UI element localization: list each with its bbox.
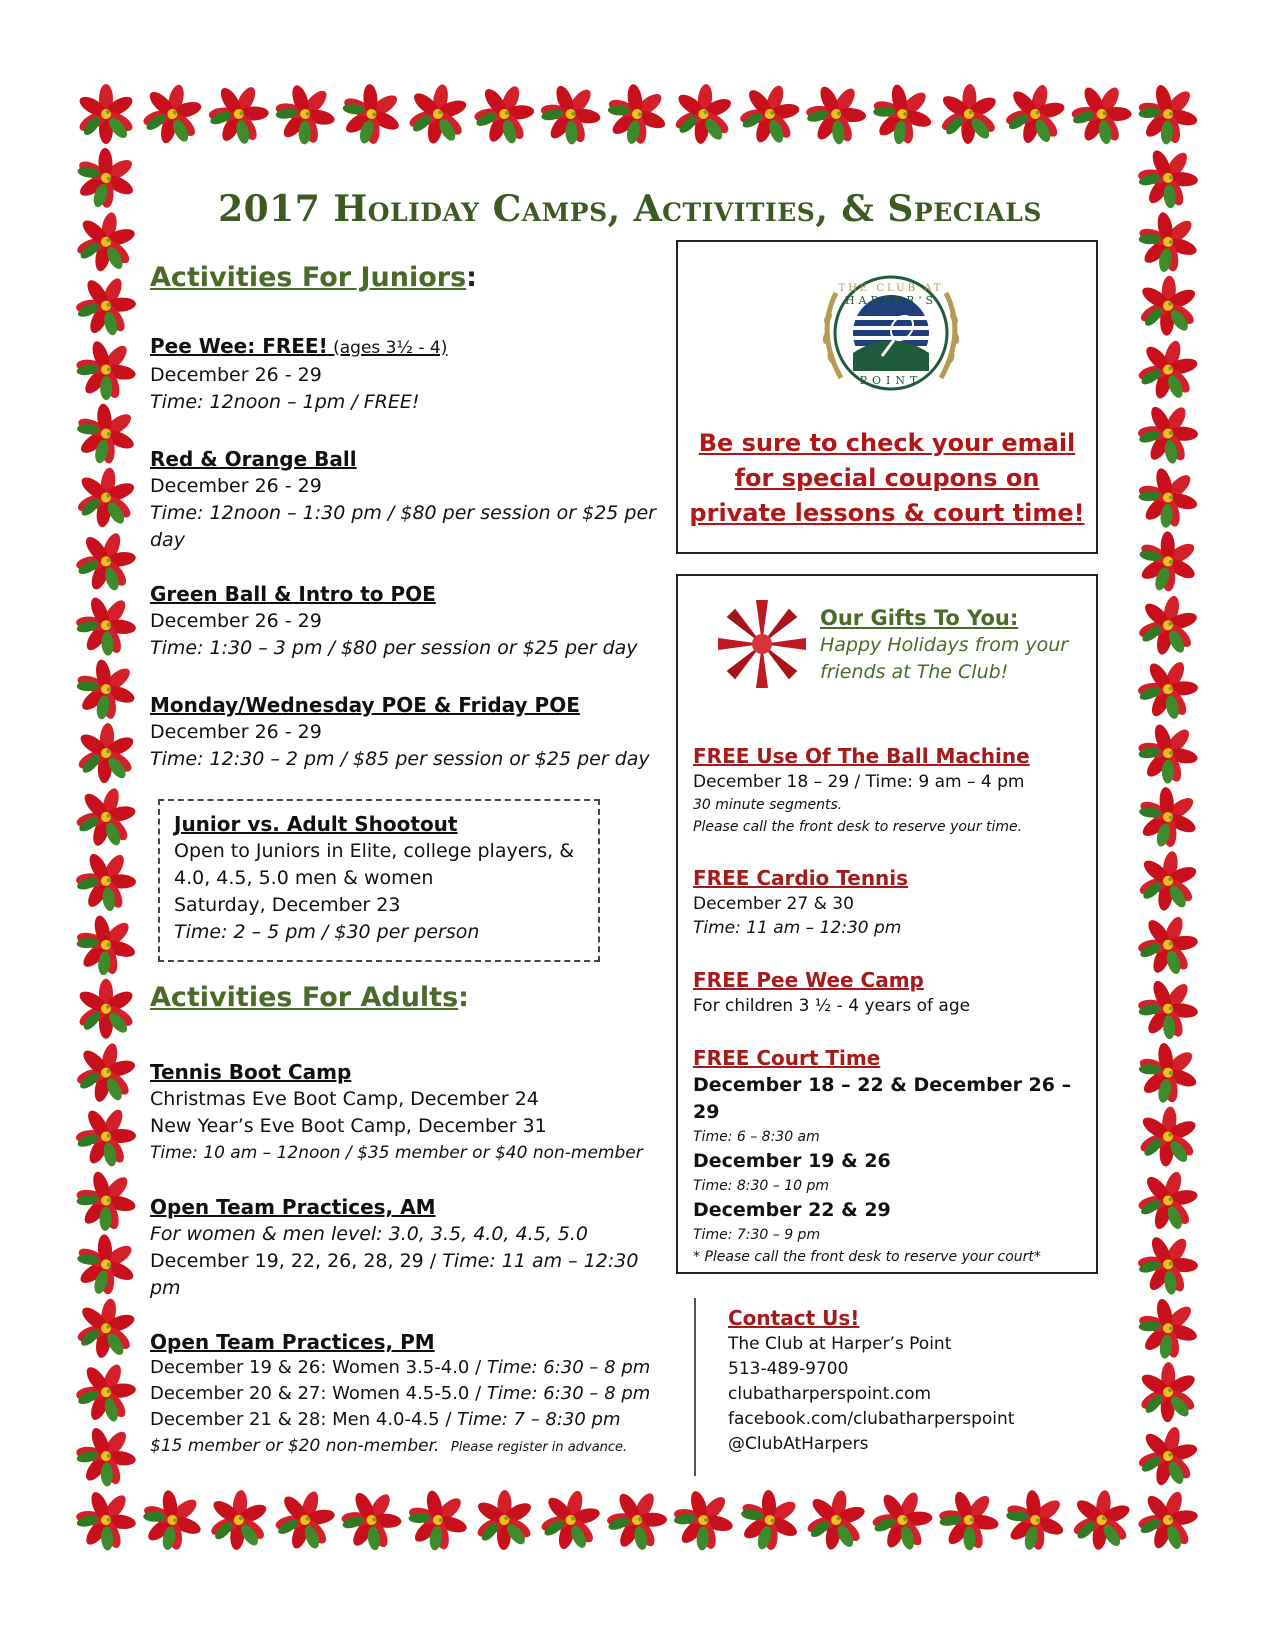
poinsettia-icon bbox=[64, 647, 148, 731]
contact-title: Contact Us! bbox=[728, 1306, 860, 1330]
bootcamp-line2: New Year’s Eve Boot Camp, December 31 bbox=[150, 1115, 547, 1137]
poinsettia-icon bbox=[1069, 1487, 1135, 1554]
poinsettia-icon bbox=[661, 1478, 745, 1562]
poe-title: Monday/Wednesday POE & Friday POE bbox=[150, 693, 580, 717]
free-court-d1: December 18 – 22 & December 26 – 29 bbox=[693, 1074, 1072, 1123]
practice-am-title: Open Team Practices, AM bbox=[150, 1195, 436, 1219]
practice-pm-row-text: December 21 & 28: Men 4.0-4.5 / bbox=[150, 1409, 458, 1430]
poinsettia-icon bbox=[66, 1096, 146, 1177]
poinsettia-icon bbox=[1136, 1104, 1200, 1169]
contact-phone[interactable]: 513-489-9700 bbox=[728, 1359, 849, 1379]
poinsettia-icon bbox=[1137, 274, 1199, 337]
bootcamp-time: Time: 10 am – 12noon / $35 member or $40 non-member bbox=[150, 1143, 643, 1163]
peewee-title bbox=[150, 333, 670, 362]
poinsettia-icon bbox=[595, 72, 679, 155]
promo-text: Be sure to check your email for special coupons on private lessons & court time! bbox=[689, 429, 1085, 527]
poinsettia-icon bbox=[72, 1294, 140, 1363]
free-cardio-line1: December 27 & 30 bbox=[693, 894, 854, 914]
poinsettia-icon bbox=[729, 1479, 811, 1561]
green-ball-dates: December 26 - 29 bbox=[150, 610, 322, 632]
poinsettia-icon bbox=[67, 523, 144, 601]
poinsettia-icon bbox=[860, 72, 944, 156]
poinsettia-icon bbox=[1134, 847, 1202, 915]
gifts-line1: Happy Holidays from your bbox=[820, 634, 1069, 656]
free-court-t1: Time: 6 – 8:30 am bbox=[693, 1129, 820, 1145]
poinsettia-icon bbox=[65, 1223, 148, 1305]
poinsettia-icon bbox=[1133, 589, 1204, 661]
club-logo bbox=[806, 258, 976, 408]
shootout-line3: Saturday, December 23 bbox=[174, 894, 401, 916]
poinsettia-icon bbox=[1126, 455, 1210, 539]
poinsettia-icon bbox=[1126, 967, 1209, 1050]
poinsettia-icon bbox=[927, 1478, 1011, 1562]
bootcamp-title: Tennis Boot Camp bbox=[150, 1060, 352, 1084]
poinsettia-icon bbox=[1127, 521, 1209, 602]
poinsettia-icon bbox=[1128, 649, 1208, 729]
page-title: 2017 Holiday Camps, Activities, & Specials bbox=[218, 188, 1042, 230]
free-cardio-line2: Time: 11 am – 12:30 pm bbox=[693, 918, 902, 938]
practice-pm-price: $15 member or $20 non-member. bbox=[150, 1436, 440, 1456]
practice-am-dates: December 19, 22, 26, 28, 29 / bbox=[150, 1250, 443, 1272]
poinsettia-icon bbox=[70, 1036, 142, 1108]
bootcamp-item bbox=[150, 1059, 670, 1167]
contact-name: The Club at Harper’s Point bbox=[728, 1334, 952, 1354]
green-ball-title: Green Ball & Intro to POE bbox=[150, 582, 436, 606]
poinsettia-icon bbox=[732, 76, 808, 153]
free-ball-machine-title: FREE Use Of The Ball Machine bbox=[693, 744, 1030, 768]
poinsettia-icon bbox=[330, 73, 413, 155]
poinsettia-icon bbox=[1138, 1362, 1198, 1423]
shootout-title: Junior vs. Adult Shootout bbox=[174, 812, 458, 836]
adults-heading-text: Activities For Adults bbox=[150, 982, 459, 1013]
left-column bbox=[150, 262, 670, 1461]
free-peewee bbox=[693, 966, 1093, 1018]
shootout-line1: Open to Juniors in Elite, college players, & bbox=[174, 840, 575, 862]
juniors-heading-colon: : bbox=[466, 262, 477, 293]
poinsettia-icon bbox=[999, 77, 1072, 151]
adults-heading-colon: : bbox=[458, 982, 469, 1013]
poinsettia-icon bbox=[1130, 1481, 1207, 1558]
shootout-line2: 4.0, 4.5, 5.0 men & women bbox=[174, 867, 434, 889]
practice-pm-row bbox=[150, 1407, 670, 1433]
free-offers-list bbox=[693, 742, 1093, 1268]
peewee-ages: (ages 3½ - 4) bbox=[327, 338, 448, 358]
poe-dates: December 26 - 29 bbox=[150, 721, 322, 743]
poinsettia-icon bbox=[474, 1489, 534, 1550]
practice-pm-row-text: December 19 & 26: Women 3.5-4.0 / bbox=[150, 1357, 487, 1378]
practice-am-line1: For women & men level: 3.0, 3.5, 4.0, 4.5, 5.0 bbox=[150, 1223, 589, 1245]
red-orange-dates: December 26 - 29 bbox=[150, 475, 322, 497]
free-court-title: FREE Court Time bbox=[693, 1046, 881, 1070]
poinsettia-icon bbox=[1126, 1031, 1210, 1115]
contact-website[interactable]: clubatharperspoint.com bbox=[728, 1384, 932, 1404]
adults-heading bbox=[150, 982, 670, 1013]
poinsettia-icon bbox=[74, 721, 137, 785]
free-court-d3: December 22 & 29 bbox=[693, 1199, 891, 1221]
poinsettia-icon bbox=[64, 903, 148, 987]
poinsettia-icon bbox=[404, 79, 472, 148]
gifts-title: Our Gifts To You: bbox=[820, 606, 1019, 630]
promo-box bbox=[676, 240, 1098, 554]
poinsettia-icon bbox=[69, 779, 144, 854]
peewee-item bbox=[150, 333, 670, 416]
poinsettia-icon bbox=[65, 584, 148, 667]
poinsettia-icon bbox=[1131, 332, 1205, 407]
contact-section bbox=[728, 1304, 1088, 1457]
poinsettia-icon bbox=[77, 84, 136, 144]
practice-pm-row-text: December 20 & 27: Women 4.5-5.0 / bbox=[150, 1383, 487, 1404]
poinsettia-icon bbox=[64, 1414, 147, 1498]
practice-am-line2 bbox=[150, 1248, 670, 1302]
poinsettia-icon bbox=[1126, 72, 1210, 156]
practice-pm-row bbox=[150, 1381, 670, 1407]
practice-am-item bbox=[150, 1194, 670, 1302]
green-ball-time: Time: 1:30 – 3 pm / $80 per session or $25 per day bbox=[150, 637, 638, 659]
free-court-note: * Please call the front desk to reserve your court* bbox=[693, 1249, 1041, 1265]
poinsettia-icon bbox=[1126, 200, 1210, 284]
poinsettia-icon bbox=[71, 206, 141, 277]
bootcamp-line1: Christmas Eve Boot Camp, December 24 bbox=[150, 1088, 539, 1110]
free-court-t3: Time: 7:30 – 9 pm bbox=[693, 1227, 821, 1243]
poinsettia-icon bbox=[207, 1488, 271, 1553]
logo-bottom-text: POINT bbox=[859, 374, 923, 387]
poe-time: Time: 12:30 – 2 pm / $85 per session or $25 per day bbox=[150, 748, 650, 770]
logo-name-text: HARPER'S bbox=[844, 294, 938, 307]
poinsettia-icon bbox=[938, 83, 999, 145]
poinsettia-icon bbox=[529, 72, 612, 156]
peewee-title-text: Pee Wee: FREE! bbox=[150, 334, 328, 358]
poinsettia-icon bbox=[1126, 711, 1210, 795]
poinsettia-icon bbox=[671, 81, 736, 147]
free-ball-machine-note2: Please call the front desk to reserve your time. bbox=[693, 819, 1023, 835]
poinsettia-icon bbox=[795, 73, 877, 156]
practice-pm-row-time: Time: 7 – 8:30 pm bbox=[457, 1409, 621, 1430]
gifts-line2: friends at The Club! bbox=[820, 661, 1009, 683]
free-court-d2: December 19 & 26 bbox=[693, 1150, 891, 1172]
free-cardio-title: FREE Cardio Tennis bbox=[693, 866, 909, 890]
poinsettia-icon bbox=[1129, 906, 1207, 984]
free-peewee-line1: For children 3 ½ - 4 years of age bbox=[693, 996, 971, 1016]
poinsettia-icon bbox=[1132, 1419, 1204, 1492]
juniors-heading-text: Activities For Juniors bbox=[150, 262, 467, 293]
poinsettia-icon bbox=[73, 464, 140, 532]
poinsettia-icon bbox=[64, 392, 147, 475]
poinsettia-icon bbox=[465, 75, 543, 154]
poinsettia-icon bbox=[267, 1482, 342, 1558]
red-orange-item bbox=[150, 446, 670, 554]
practice-pm-row-time: Time: 6:30 – 8 pm bbox=[486, 1383, 651, 1404]
poinsettia-icon bbox=[67, 1353, 145, 1432]
poinsettia-icon bbox=[1127, 1223, 1209, 1305]
gifts-message bbox=[820, 604, 1090, 686]
red-orange-title: Red & Orange Ball bbox=[150, 447, 357, 471]
poinsettia-icon bbox=[1127, 393, 1208, 475]
gifts-box bbox=[676, 574, 1098, 1274]
poinsettia-icon bbox=[65, 137, 147, 219]
juniors-heading bbox=[150, 262, 670, 293]
logo-top-text: THE CLUB AT bbox=[838, 283, 944, 294]
poinsettia-icon bbox=[1126, 1286, 1210, 1370]
poe-item bbox=[150, 692, 670, 773]
green-ball-item bbox=[150, 581, 670, 662]
poinsettia-icon bbox=[263, 72, 347, 156]
gift-bow-icon bbox=[712, 596, 812, 692]
practice-pm-item bbox=[150, 1329, 670, 1461]
free-ball-machine-note1: 30 minute segments. bbox=[693, 797, 843, 813]
shootout-time: Time: 2 – 5 pm / $30 per person bbox=[174, 921, 480, 943]
poinsettia-icon bbox=[330, 1479, 412, 1561]
poinsettia-icon bbox=[64, 1158, 148, 1242]
practice-pm-row-time: Time: 6:30 – 8 pm bbox=[486, 1357, 651, 1378]
red-orange-time: Time: 12noon – 1:30 pm / $80 per session or $25 per day bbox=[150, 502, 656, 551]
poinsettia-icon bbox=[65, 840, 147, 922]
poinsettia-icon bbox=[64, 1478, 147, 1561]
poinsettia-icon bbox=[396, 1478, 480, 1562]
peewee-dates: December 26 - 29 bbox=[150, 364, 322, 386]
poinsettia-icon bbox=[1127, 776, 1210, 859]
poinsettia-icon bbox=[801, 1485, 870, 1555]
shootout-box bbox=[158, 799, 600, 962]
poinsettia-icon bbox=[137, 78, 209, 150]
practice-am-time: Time: 11 am – 12:30 pm bbox=[150, 1250, 639, 1299]
peewee-time: Time: 12noon – 1pm / FREE! bbox=[150, 391, 420, 413]
poinsettia-icon bbox=[597, 1479, 678, 1560]
practice-pm-title: Open Team Practices, PM bbox=[150, 1330, 435, 1354]
poinsettia-icon bbox=[77, 979, 136, 1039]
practice-pm-register: Please register in advance. bbox=[450, 1440, 628, 1455]
contact-divider bbox=[694, 1298, 696, 1476]
poinsettia-icon bbox=[863, 1480, 942, 1559]
practice-pm-row bbox=[150, 1355, 670, 1381]
free-ball-machine bbox=[693, 742, 1093, 838]
poinsettia-icon bbox=[199, 74, 279, 155]
poinsettia-icon bbox=[64, 328, 148, 412]
contact-facebook[interactable]: facebook.com/clubatharperspoint bbox=[728, 1409, 1015, 1429]
free-cardio bbox=[693, 864, 1093, 940]
free-court-t2: Time: 8:30 – 10 pm bbox=[693, 1178, 829, 1194]
poinsettia-icon bbox=[1127, 136, 1210, 219]
free-court bbox=[693, 1044, 1093, 1268]
poinsettia-icon bbox=[131, 1478, 215, 1562]
poinsettia-icon bbox=[1130, 1162, 1205, 1238]
poinsettia-icon bbox=[534, 1483, 606, 1556]
free-peewee-title: FREE Pee Wee Camp bbox=[693, 968, 924, 992]
poinsettia-icon bbox=[66, 266, 145, 346]
poinsettia-icon bbox=[994, 1478, 1077, 1561]
free-ball-machine-line1: December 18 – 29 / Time: 9 am – 4 pm bbox=[693, 772, 1025, 792]
practice-pm-price-line bbox=[150, 1433, 670, 1461]
contact-twitter[interactable]: @ClubAtHarpers bbox=[728, 1434, 869, 1454]
poinsettia-icon bbox=[1061, 73, 1142, 154]
